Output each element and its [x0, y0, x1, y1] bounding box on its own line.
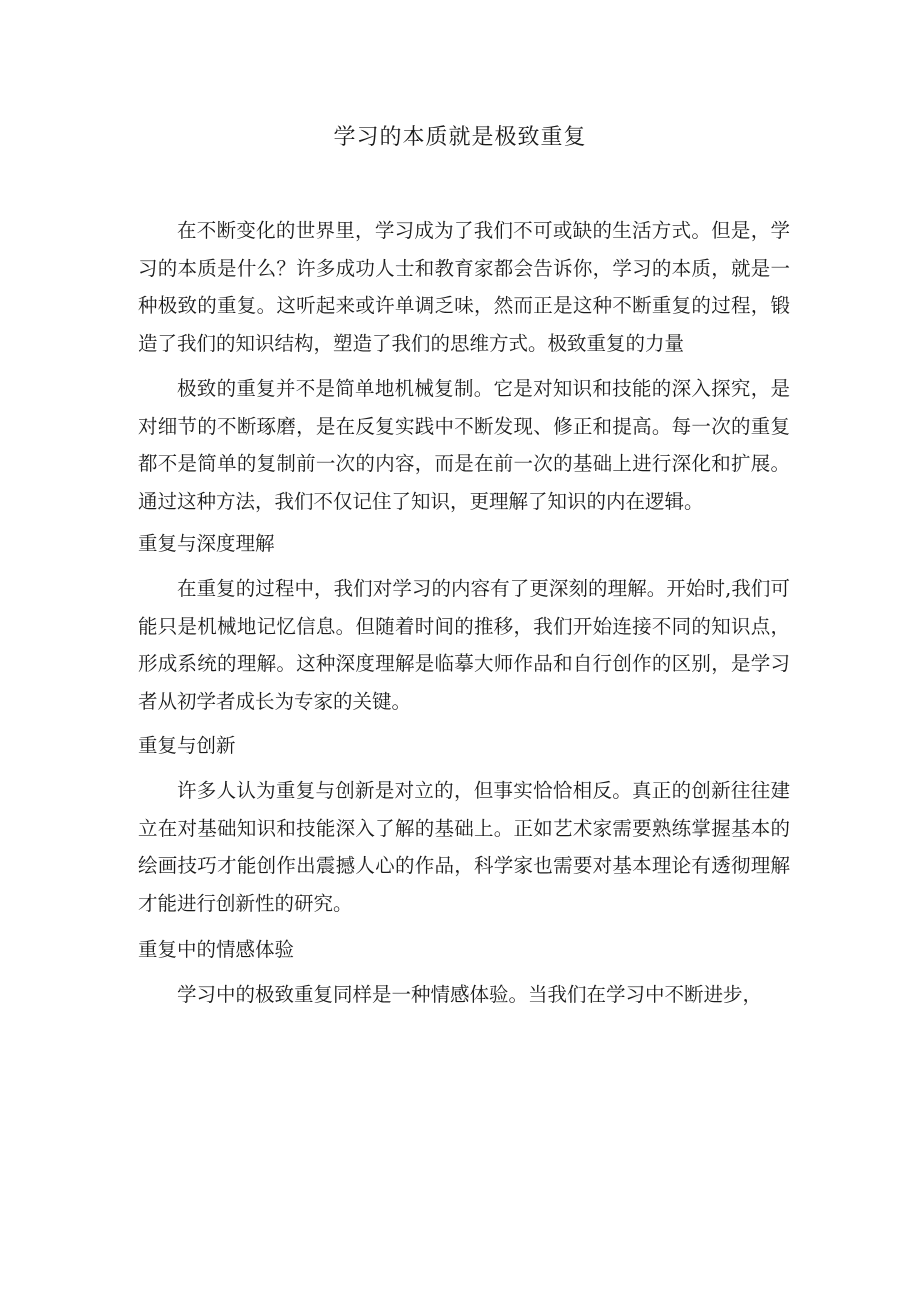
section-heading-innovation: 重复与创新	[138, 734, 236, 757]
document-body	[138, 212, 790, 1022]
paragraph-power-of-repetition: 极致的重复并不是简单地机械复制。它是对知识和技能的深入探究，是对细节的不断琢磨，是在反复实践中不断发现、修正和提高。每一次的重复都不是简单的复制前一次的内容，而是在前一次的基础上进行深化和扩展。通过这种方法，我们不仅记住了知识，更理解了知识的内在逻辑。	[138, 377, 790, 513]
paragraph-intro: 在不断变化的世界里，学习成为了我们不可或缺的生活方式。但是，学习的本质是什么？许多成功人士和教育家都会告诉你，学习的本质，就是一种极致的重复。这听起来或许单调乏味，然而正是这种不断重复的过程，锻造了我们的知识结构，塑造了我们的思维方式。极致重复的力量	[138, 219, 790, 355]
paragraph-innovation: 许多人认为重复与创新是对立的，但事实恰恰相反。真正的创新往往建立在对基础知识和技能深入了解的基础上。正如艺术家需要熟练掌握基本的绘画技巧才能创作出震撼人心的作品，科学家也需要对基本理论有透彻理解才能进行创新性的研究。	[138, 779, 790, 915]
section-heading-deep-understanding: 重复与深度理解	[138, 532, 275, 555]
document-title: 学习的本质就是极致重复	[333, 125, 587, 150]
section-heading-emotional-experience: 重复中的情感体验	[138, 938, 295, 961]
paragraph-deep-understanding: 在重复的过程中，我们对学习的内容有了更深刻的理解。开始时,我们可能只是机械地记忆信息。但随着时间的推移，我们开始连接不同的知识点，形成系统的理解。这种深度理解是临摹大师作品和自行创作的区别，是学习者从初学者成长为专家的关键。	[138, 577, 790, 713]
paragraph-emotional-experience: 学习中的极致重复同样是一种情感体验。当我们在学习中不断进步，	[177, 983, 763, 1006]
